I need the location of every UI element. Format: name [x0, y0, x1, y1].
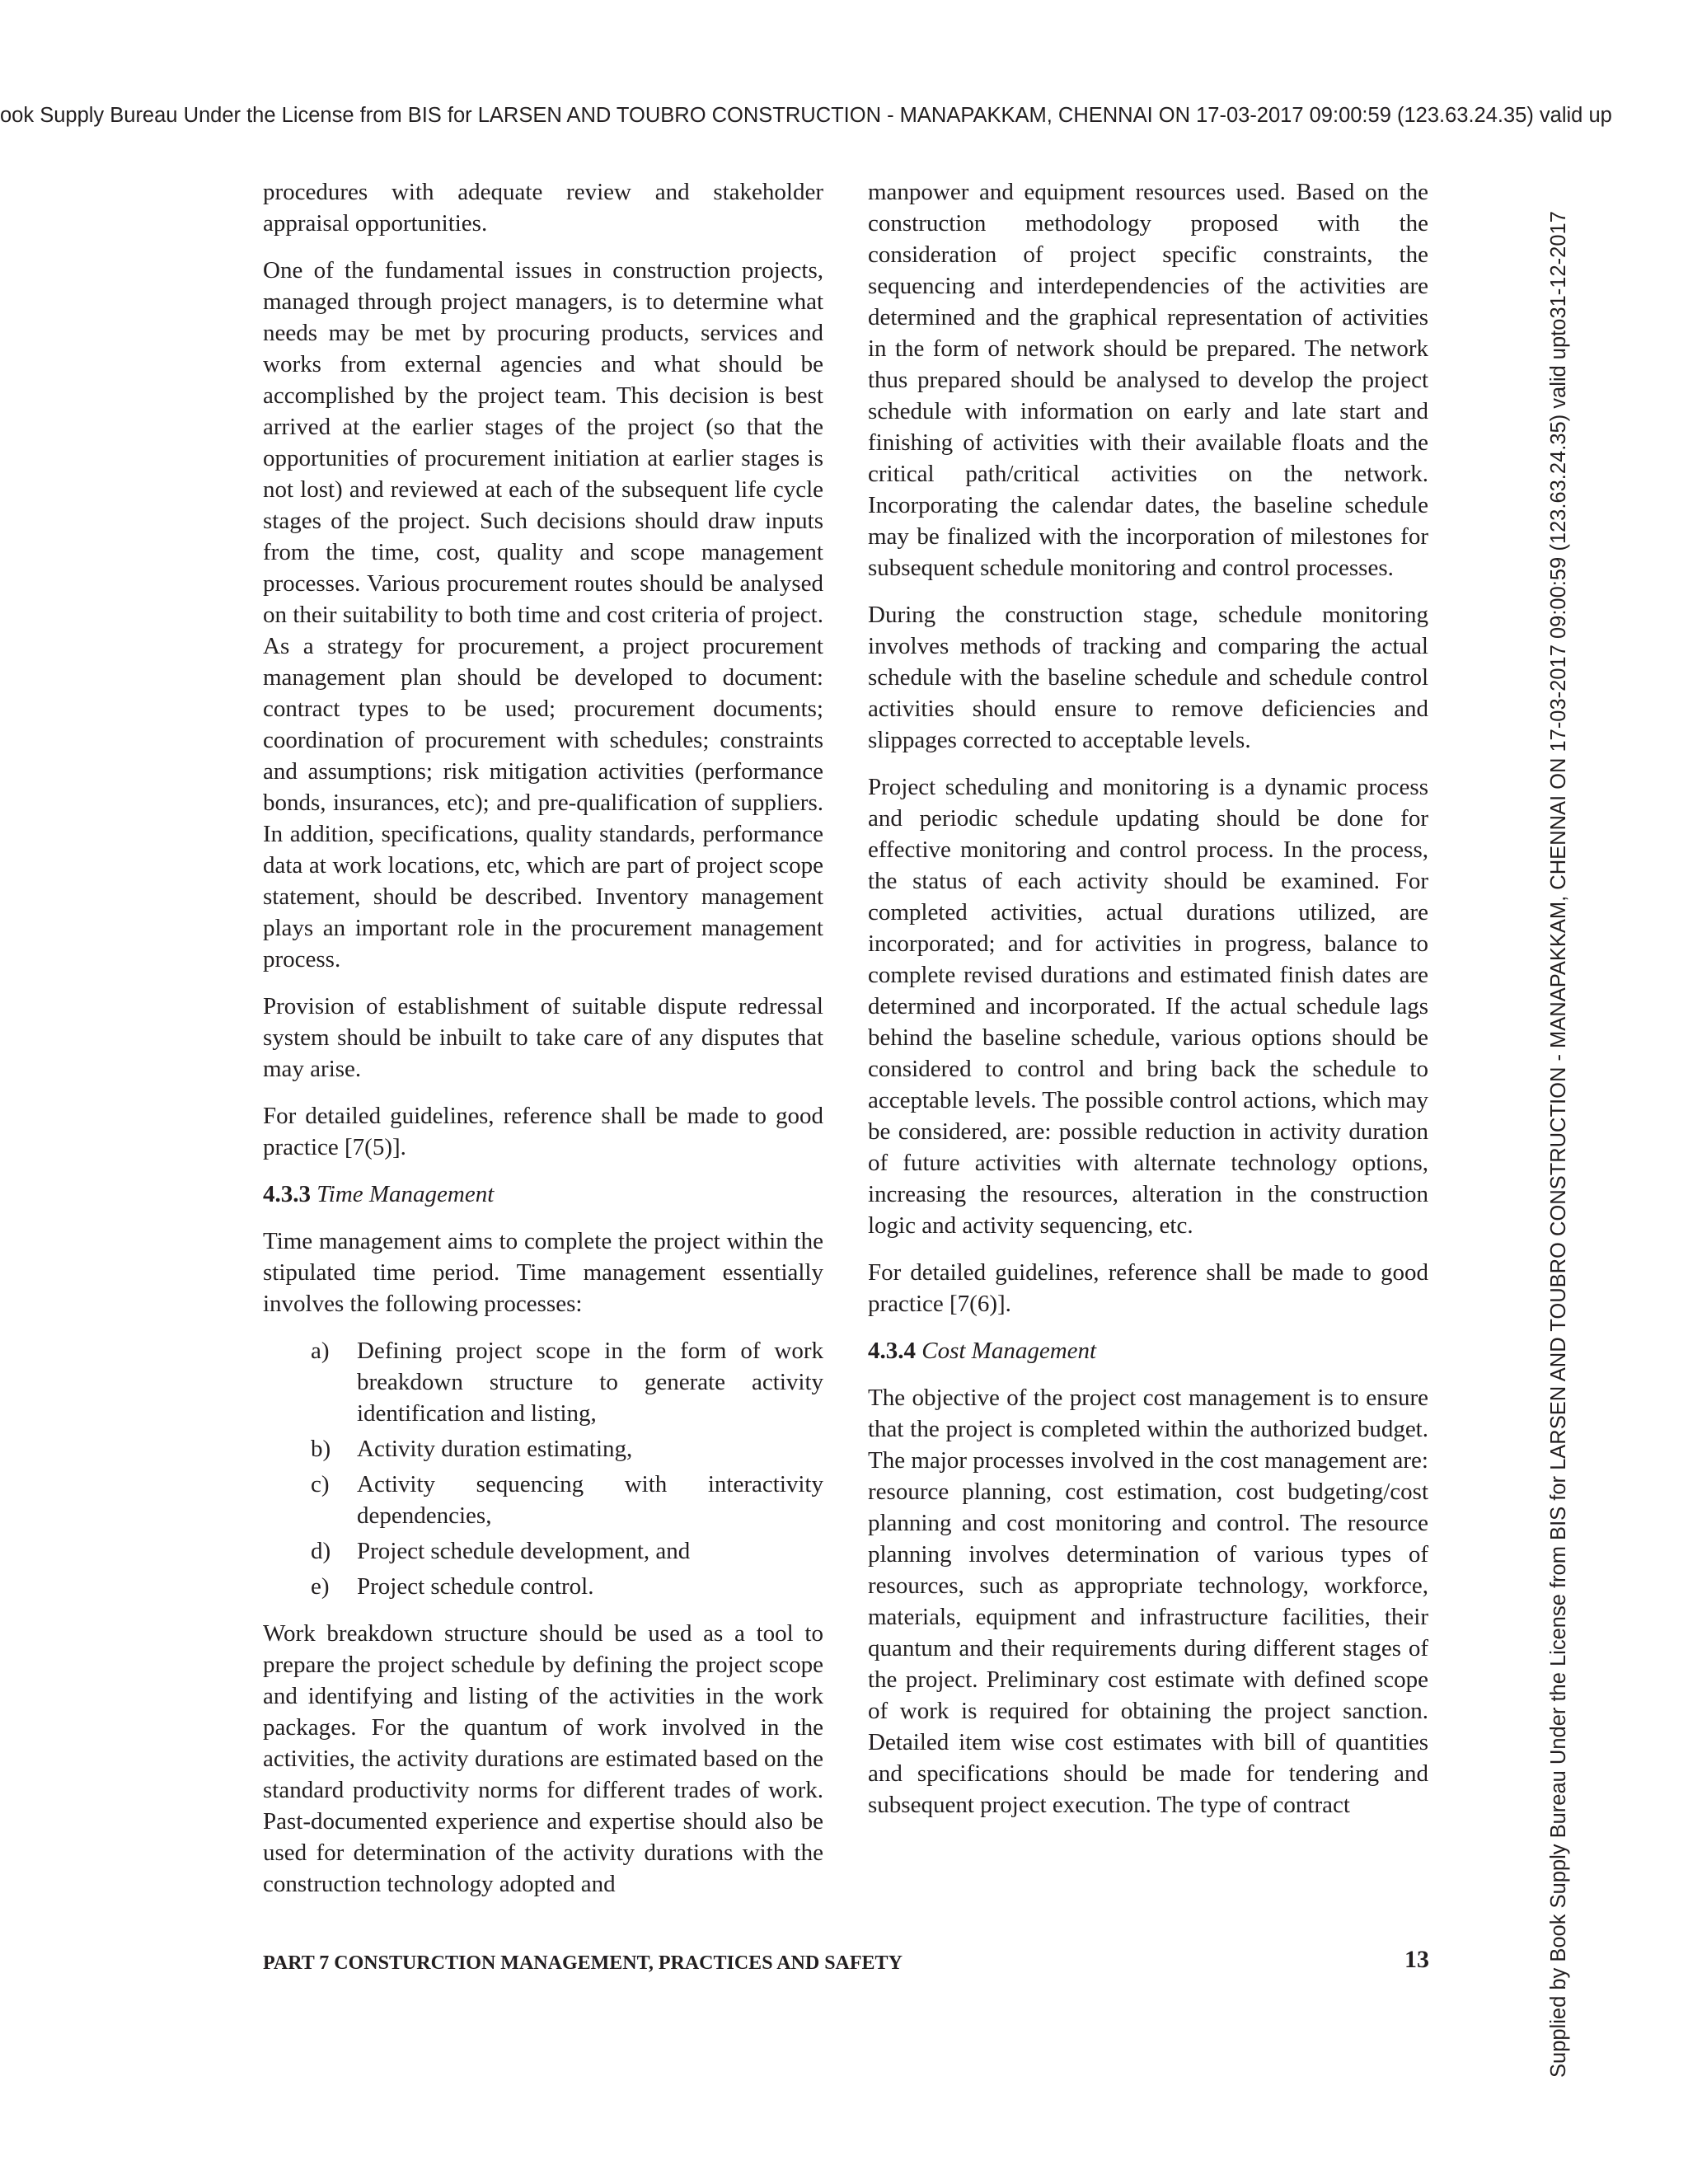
left-column [263, 176, 823, 1915]
process-list [263, 1335, 823, 1602]
list-marker: c) [311, 1471, 330, 1497]
license-watermark-side: Supplied by Book Supply Bureau Under the License from BIS for LARSEN AND TOUBRO CONSTRUCTION - MANAPAKKAM, CHENNAI ON 17-03-2017 09:00:59 (123.63.24.35) valid upto31-12-2017 [1547, 211, 1570, 2078]
list-marker: b) [311, 1436, 331, 1462]
section-title: Cost Management [921, 1338, 1097, 1364]
license-watermark-top: ook Supply Bureau Under the License from BIS for LARSEN AND TOUBRO CONSTRUCTION - MANAPAKKAM, CHENNAI ON 17-03-2017 09:00:59 (123.63.24.35) valid up [0, 104, 1612, 127]
footer-title: PART 7 CONSTURCTION MANAGEMENT, PRACTICES AND SAFETY [263, 1952, 903, 1974]
section-number: 4.3.3 [263, 1181, 311, 1207]
list-item [263, 1571, 823, 1602]
list-item [263, 1335, 823, 1429]
list-marker: a) [311, 1338, 330, 1364]
list-item-text: Project schedule development, and [357, 1538, 691, 1564]
paragraph: For detailed guidelines, reference shall be made to good practice [7(5)]. [263, 1103, 823, 1160]
paragraph: Time management aims to complete the project within the stipulated time period. Time management essentially involves the following processes: [263, 1228, 823, 1317]
section-number: 4.3.4 [868, 1338, 916, 1364]
page-footer [263, 1946, 1429, 1975]
list-item [263, 1469, 823, 1531]
list-item-text: Activity duration estimating, [357, 1436, 633, 1462]
section-title: Time Management [316, 1181, 495, 1207]
list-item-text: Activity sequencing with interactivity dependencies, [357, 1471, 823, 1529]
paragraph: manpower and equipment resources used. Based on the construction methodology proposed with the consideration of project specific constraints, the sequencing and interdependencies of the activities are determined and the graphical representation of activities in the form of network should be prepared. The network thus prepared should be analysed to develop the project schedule with information on early and late start and finishing of activities with their available floats and the critical path/critical activities on the network. Incorporating the calendar dates, the baseline schedule may be finalized with the incorporation of milestones for subsequent schedule monitoring and control processes. [868, 179, 1428, 581]
paragraph: Work breakdown structure should be used as a tool to prepare the project schedule by defining the project scope and identifying and listing of the activities in the work packages. For the quantum of work involved in the activities, the activity durations are estimated based on the standard productivity norms for different trades of work. Past-documented experience and expertise should also be used for determination of the activity durations with the construction technology adopted and [263, 1620, 823, 1897]
paragraph: During the construction stage, schedule monitoring involves methods of tracking and comparing the actual schedule with the baseline schedule and schedule control activities should ensure to remove deficiencies and slippages corrected to acceptable levels. [868, 602, 1428, 753]
paragraph: For detailed guidelines, reference shall be made to good practice [7(6)]. [868, 1259, 1428, 1317]
section-heading-time-management [263, 1179, 823, 1210]
paragraph: Provision of establishment of suitable dispute redressal system should be inbuilt to take care of any disputes that may arise. [263, 993, 823, 1082]
list-item-text: Defining project scope in the form of work breakdown structure to generate activity identification and listing, [357, 1338, 823, 1427]
paragraph: The objective of the project cost management is to ensure that the project is completed within the authorized budget. The major processes involved in the cost management are: resource planning, cost estimation, cost budgeting/cost planning and cost monitoring and control. The resource planning involves determination of various types of resources, such as appropriate technology, workforce, materials, equipment and infrastructure facilities, their quantum and their requirements during different stages of the project. Preliminary cost estimate with defined scope of work is required for obtaining the project sanction. Detailed item wise cost estimates with bill of quantities and specifications should be made for tendering and subsequent project execution. The type of contract [868, 1385, 1428, 1818]
list-item [263, 1535, 823, 1567]
page-number: 13 [1404, 1946, 1429, 1973]
section-heading-cost-management [868, 1335, 1428, 1366]
list-item [263, 1433, 823, 1465]
paragraph: procedures with adequate review and stakeholder appraisal opportunities. [263, 179, 823, 237]
paragraph: One of the fundamental issues in construction projects, managed through project managers, is to determine what needs may be met by procuring products, services and works from external agencies and what should be accomplished by the project team. This decision is best arrived at the earlier stages of the project (so that the opportunities of procurement initiation at earlier stages is not lost) and reviewed at each of the subsequent life cycle stages of the project. Such decisions should draw inputs from the time, cost, quality and scope management processes. Various procurement routes should be analysed on their suitability to both time and cost criteria of project. As a strategy for procurement, a project procurement management plan should be developed to document: contract types to be used; procurement documents; coordination of procurement with schedules; constraints and assumptions; risk mitigation activities (performance bonds, insurances, etc); and pre-qualification of suppliers. In addition, specifications, quality standards, performance data at work locations, etc, which are part of project scope statement, should be described. Inventory management plays an important role in the procurement management process. [263, 257, 823, 972]
list-marker: e) [311, 1573, 330, 1600]
right-column [868, 176, 1428, 1836]
list-item-text: Project schedule control. [357, 1573, 594, 1600]
paragraph: Project scheduling and monitoring is a dynamic process and periodic schedule updating should be done for effective monitoring and control process. In the process, the status of each activity should be examined. For completed activities, actual durations utilized, are incorporated; and for activities in progress, balance to complete revised durations and estimated finish dates are determined and incorporated. If the actual schedule lags behind the baseline schedule, various options should be considered to control and bring back the schedule to acceptable levels. The possible control actions, which may be considered, are: possible reduction in activity duration of future activities with alternate technology options, increasing the resources, alteration in the construction logic and activity sequencing, etc. [868, 774, 1428, 1239]
list-marker: d) [311, 1538, 331, 1564]
